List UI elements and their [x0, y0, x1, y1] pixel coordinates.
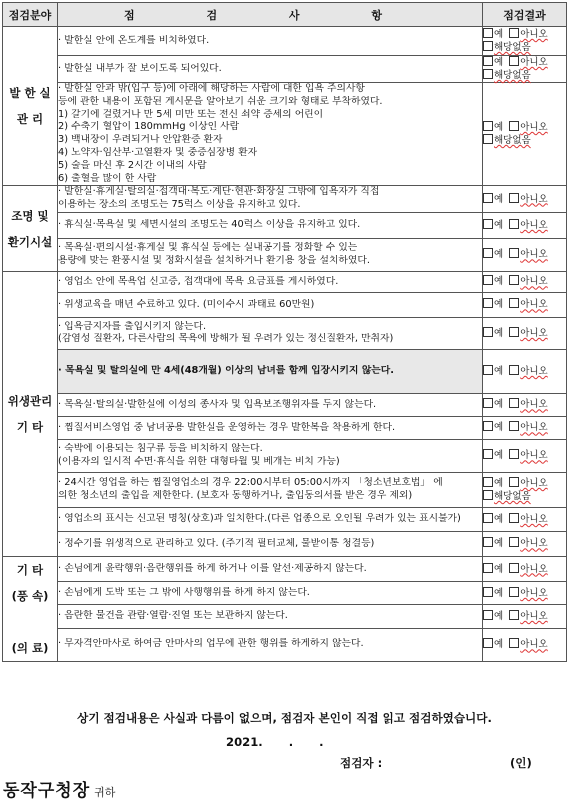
table-row — [3, 212, 567, 238]
result-option-no[interactable] — [509, 327, 548, 340]
table-row — [3, 83, 567, 186]
result-option-label: 아니오 — [520, 276, 548, 288]
result-option-label: 예 — [494, 365, 504, 377]
result-option-label: 아니오 — [520, 122, 548, 134]
result-option-yes[interactable] — [483, 28, 503, 41]
result-option-label: 예 — [494, 193, 504, 205]
item-cell — [58, 416, 483, 439]
table-row — [3, 472, 567, 507]
checkbox-icon[interactable] — [509, 28, 519, 38]
result-option-label: 아니오 — [520, 477, 548, 489]
item-text: · 손님에게 윤락행위·음란행위를 하게 하거나 이를 알선·제공하지 않는다. — [58, 562, 367, 574]
item-text: · 무자격안마사로 하여금 안마사의 업무에 관한 행위를 하게하지 않는다. — [58, 638, 364, 650]
result-option-label: 아니오 — [520, 219, 548, 231]
checkbox-icon[interactable] — [483, 219, 493, 229]
checkbox-icon[interactable] — [509, 638, 519, 648]
item-cell — [58, 605, 483, 628]
result-option-yes[interactable] — [483, 513, 503, 526]
result-option-no[interactable] — [509, 365, 548, 378]
item-cell — [58, 556, 483, 581]
item-text: 용량에 맞는 환풍시설 및 정화시설을 설치하거나 환기용 창을 설치하였다. — [58, 254, 370, 266]
result-option-yes[interactable] — [483, 563, 503, 576]
result-option-label: 예 — [494, 587, 504, 599]
result-option-yes[interactable] — [483, 327, 503, 340]
item-cell — [58, 27, 483, 56]
checkbox-icon[interactable] — [483, 398, 493, 408]
result-option-label: 예 — [494, 450, 504, 462]
category-cell: 발 한 실 관 리 — [3, 27, 58, 186]
result-cell — [483, 292, 567, 317]
result-option-label: 예 — [494, 122, 504, 134]
result-option-no[interactable] — [509, 121, 548, 134]
result-option-yes[interactable] — [483, 449, 503, 462]
result-option-label: 예 — [494, 513, 504, 525]
seal-mark: (인) — [510, 756, 532, 770]
result-cell — [483, 472, 567, 507]
table-row — [3, 628, 567, 661]
item-text: 4) 노약자·임산부·고열환자 및 중증심장병 환자 — [58, 146, 258, 158]
result-cell — [483, 56, 567, 83]
checkbox-icon[interactable] — [509, 610, 519, 620]
item-text: 이용하는 장소의 조명도는 75럭스 이상을 유지하고 있다. — [58, 199, 301, 211]
item-text: · 음란한 물건을 관람·열람·진열 또는 보관하지 않는다. — [58, 610, 288, 622]
result-option-yes[interactable] — [483, 477, 503, 490]
item-cell — [58, 393, 483, 416]
result-cell — [483, 317, 567, 349]
table-row — [3, 292, 567, 317]
result-option-label: 예 — [494, 611, 504, 623]
result-option-label: 해당없음 — [494, 42, 531, 53]
result-option-label: 해당없음 — [494, 490, 531, 502]
checkbox-icon[interactable] — [509, 248, 519, 258]
item-text: · 영업소 안에 목욕업 신고증, 접객대에 목욕 요금표를 게시하였다. — [58, 275, 339, 287]
item-text: (감염성 질환자, 다른사람의 목욕에 방해가 될 우려가 있는 정신질환자, 만취자) — [58, 333, 394, 345]
result-option-no[interactable] — [509, 219, 548, 232]
item-text: 3) 백내장이 우려되거나 안압환증 환자 — [58, 134, 223, 146]
checkbox-icon[interactable] — [483, 587, 493, 597]
result-cell — [483, 507, 567, 531]
checkbox-icon[interactable] — [509, 56, 519, 66]
checkbox-icon[interactable] — [509, 327, 519, 337]
checkbox-icon[interactable] — [483, 563, 493, 573]
checkbox-icon[interactable] — [483, 513, 493, 523]
checkbox-icon[interactable] — [483, 134, 493, 144]
result-cell — [483, 349, 567, 393]
result-option-label: 예 — [494, 399, 504, 411]
item-text: · 목욕실 및 탈의실에 만 4세(48개월) 이상의 남녀를 함께 입장시키지 않는다. — [58, 365, 394, 377]
checkbox-icon[interactable] — [483, 193, 493, 203]
item-cell — [58, 271, 483, 292]
result-option-label: 아니오 — [520, 327, 548, 339]
result-cell — [483, 582, 567, 605]
item-text: · 입욕금지자를 출입시키지 않는다. — [58, 320, 207, 332]
checkbox-icon[interactable] — [509, 398, 519, 408]
table-row — [3, 556, 567, 581]
item-cell — [58, 531, 483, 556]
result-cell — [483, 393, 567, 416]
inspection-table — [2, 2, 567, 662]
result-option-no[interactable] — [509, 398, 548, 411]
table-row — [3, 416, 567, 439]
item-cell — [58, 83, 483, 186]
result-cell — [483, 605, 567, 628]
checkbox-icon[interactable] — [483, 490, 493, 500]
result-option-no[interactable] — [509, 275, 548, 288]
result-option-label: 예 — [494, 538, 504, 550]
result-option-yes[interactable] — [483, 610, 503, 623]
checkbox-icon[interactable] — [483, 365, 493, 375]
checkbox-icon[interactable] — [509, 275, 519, 285]
item-cell — [58, 56, 483, 83]
result-cell — [483, 186, 567, 213]
result-option-no[interactable] — [509, 298, 548, 311]
table-row — [3, 393, 567, 416]
checkbox-icon[interactable] — [509, 563, 519, 573]
recipient: 동작구청장 — [3, 781, 91, 801]
item-cell — [58, 507, 483, 531]
result-option-label: 아니오 — [520, 29, 548, 40]
checkbox-icon[interactable] — [509, 298, 519, 308]
item-cell — [58, 472, 483, 507]
item-text: 2) 수축기 혈압이 180mmHg 이상인 사람 — [58, 121, 240, 133]
result-option-label: 예 — [494, 219, 504, 231]
result-option-no[interactable] — [509, 610, 548, 623]
header-result: 점검결과 — [483, 3, 567, 27]
result-option-na[interactable] — [483, 69, 566, 82]
item-text: · 목욕실·탈의실·발한실에 이성의 종사자 및 입욕보조행위자를 두지 않는다. — [58, 398, 377, 410]
result-option-no[interactable] — [509, 477, 548, 490]
item-cell — [58, 628, 483, 661]
table-row — [3, 186, 567, 213]
result-option-label: 예 — [494, 639, 504, 651]
result-cell — [483, 238, 567, 271]
result-option-label: 예 — [494, 57, 504, 68]
table-body — [3, 27, 567, 662]
result-option-na[interactable] — [483, 41, 566, 54]
item-text: · 영업소의 표시는 신고된 명칭(상호)과 일치한다.(다른 업종으로 오인될 우려가 있는 표시불가) — [58, 513, 461, 525]
item-text: · 위생교육을 매년 수료하고 있다. (미이수시 과태료 60만원) — [58, 298, 315, 310]
checkbox-icon[interactable] — [483, 121, 493, 131]
result-option-label: 아니오 — [520, 538, 548, 550]
checkbox-icon[interactable] — [509, 121, 519, 131]
result-option-yes[interactable] — [483, 398, 503, 411]
table-row — [3, 605, 567, 628]
checkbox-icon[interactable] — [483, 69, 493, 79]
result-option-yes[interactable] — [483, 56, 503, 69]
result-option-label: 예 — [494, 477, 504, 489]
table-row — [3, 507, 567, 531]
result-cell — [483, 212, 567, 238]
inspector-label: 점검자 : — [340, 756, 383, 770]
result-option-yes[interactable] — [483, 421, 503, 434]
result-cell — [483, 531, 567, 556]
table-header-row — [3, 3, 567, 27]
table-row — [3, 56, 567, 83]
result-option-label: 예 — [494, 29, 504, 40]
result-option-no[interactable] — [509, 28, 548, 41]
header-item: 점 검 사 항 — [58, 3, 483, 27]
category-cell: 조명 및 환기시설 — [3, 186, 58, 272]
checkbox-icon[interactable] — [509, 421, 519, 431]
checkbox-icon[interactable] — [483, 41, 493, 51]
item-text: 6) 출혈을 많이 한 사람 — [58, 172, 157, 184]
checkbox-icon[interactable] — [509, 513, 519, 523]
checkbox-icon[interactable] — [509, 477, 519, 487]
result-option-no[interactable] — [509, 193, 548, 206]
result-option-no[interactable] — [509, 563, 548, 576]
result-option-na[interactable] — [483, 134, 566, 147]
checkbox-icon[interactable] — [509, 587, 519, 597]
table-row — [3, 27, 567, 56]
checkbox-icon[interactable] — [483, 28, 493, 38]
item-text: · 숙박에 이용되는 침구류 등을 비치하지 않는다. — [58, 443, 263, 455]
result-option-no[interactable] — [509, 248, 548, 261]
result-option-no[interactable] — [509, 587, 548, 600]
result-cell — [483, 416, 567, 439]
checkbox-icon[interactable] — [483, 449, 493, 459]
item-text: · 발한실 안과 밖(입구 등)에 아래에 해당하는 사람에 대한 입욕 주의사항 — [58, 83, 365, 94]
table-row — [3, 238, 567, 271]
item-cell — [58, 439, 483, 472]
item-text: · 찜질서비스영업 중 남녀공용 발한실을 운영하는 경우 발한복을 착용하게 한다. — [58, 421, 396, 433]
result-option-yes[interactable] — [483, 219, 503, 232]
item-text: (이용자의 일시적 수면·휴식을 위한 대형타월 및 베개는 비치 가능) — [58, 455, 340, 467]
item-cell — [58, 292, 483, 317]
item-text: · 발한실·휴게실·탈의실·접객대·복도·계단·현관·화장실 그밖에 입욕자가 직접 — [58, 186, 380, 198]
result-option-label: 예 — [494, 422, 504, 434]
checkbox-icon[interactable] — [483, 477, 493, 487]
item-text: · 발한실 안에 온도계를 비치하였다. — [58, 34, 210, 46]
date-year: 2021. — [226, 735, 263, 749]
table-row — [3, 531, 567, 556]
checkbox-icon[interactable] — [483, 610, 493, 620]
item-cell — [58, 238, 483, 271]
result-option-label: 아니오 — [520, 639, 548, 651]
result-option-label: 아니오 — [520, 299, 548, 311]
item-cell — [58, 582, 483, 605]
item-cell — [58, 317, 483, 349]
result-option-label: 예 — [494, 276, 504, 288]
result-cell — [483, 439, 567, 472]
result-option-label: 예 — [494, 563, 504, 575]
item-cell — [58, 212, 483, 238]
table-row — [3, 271, 567, 292]
date-month-sep: . — [288, 735, 294, 749]
checkbox-icon[interactable] — [509, 193, 519, 203]
result-option-label: 아니오 — [520, 422, 548, 434]
result-option-no[interactable] — [509, 449, 548, 462]
honorific: 귀하 — [94, 786, 116, 799]
date-line — [226, 735, 350, 749]
checkbox-icon[interactable] — [509, 365, 519, 375]
checkbox-icon[interactable] — [483, 537, 493, 547]
result-option-yes[interactable] — [483, 587, 503, 600]
table-row — [3, 582, 567, 605]
item-text: · 24시간 영업을 하는 찜질영업소의 경우 22:00시부터 05:00시까지 「청소년보호법」 에 — [58, 477, 443, 489]
result-option-yes[interactable] — [483, 365, 503, 378]
result-cell — [483, 27, 567, 56]
table-row — [3, 439, 567, 472]
result-option-label: 아니오 — [520, 249, 548, 261]
result-option-yes[interactable] — [483, 275, 503, 288]
checkbox-icon[interactable] — [483, 638, 493, 648]
result-option-label: 아니오 — [520, 399, 548, 411]
checkbox-icon[interactable] — [483, 56, 493, 66]
result-option-no[interactable] — [509, 638, 548, 651]
checkbox-icon[interactable] — [509, 219, 519, 229]
table-row — [3, 317, 567, 349]
result-option-label: 아니오 — [520, 563, 548, 575]
item-text: 5) 술을 마신 후 2시간 이내의 사람 — [58, 159, 207, 171]
result-option-label: 해당없음 — [494, 70, 531, 81]
result-option-no[interactable] — [509, 513, 548, 526]
item-text: · 발한실 내부가 잘 보이도록 되어있다. — [58, 62, 222, 74]
checkbox-icon[interactable] — [509, 537, 519, 547]
result-option-label: 예 — [494, 249, 504, 261]
result-cell — [483, 628, 567, 661]
category-cell: 위생관리 기 타 — [3, 271, 58, 556]
result-option-yes[interactable] — [483, 121, 503, 134]
result-option-yes[interactable] — [483, 248, 503, 261]
result-option-label: 아니오 — [520, 450, 548, 462]
pledge-statement: 상기 점검내용은 사실과 다름이 없으며, 점검자 본인이 직접 읽고 점검하였습니다. — [77, 711, 492, 725]
result-option-no[interactable] — [509, 56, 548, 69]
checkbox-icon[interactable] — [483, 327, 493, 337]
item-cell — [58, 186, 483, 213]
category-cell: 기 타 (풍 속) (의 료) — [3, 556, 58, 661]
result-option-yes[interactable] — [483, 537, 503, 550]
date-day-sep: . — [319, 735, 324, 749]
checkbox-icon[interactable] — [483, 275, 493, 285]
checkbox-icon[interactable] — [483, 421, 493, 431]
item-text: 1) 갈기에 걸렸거나 만 5세 미만 또는 전신 쇠약 증세의 어린이 — [58, 108, 324, 120]
result-option-label: 아니오 — [520, 365, 548, 377]
recipient-line — [3, 776, 115, 801]
item-text: · 휴식실·목욕실 및 세면시설의 조명도는 40럭스 이상을 유지하고 있다. — [58, 219, 361, 231]
result-option-label: 아니오 — [520, 587, 548, 599]
result-option-label: 아니오 — [520, 193, 548, 205]
checkbox-icon[interactable] — [483, 298, 493, 308]
result-cell — [483, 271, 567, 292]
result-option-yes[interactable] — [483, 193, 503, 206]
result-option-label: 예 — [494, 299, 504, 311]
result-option-no[interactable] — [509, 537, 548, 550]
item-cell — [58, 349, 483, 393]
checkbox-icon[interactable] — [509, 449, 519, 459]
result-option-label: 아니오 — [520, 57, 548, 68]
item-text: · 손님에게 도박 또는 그 밖에 사행행위를 하게 하지 않는다. — [58, 586, 310, 598]
header-category: 점검분야 — [3, 3, 58, 27]
item-text: · 정수기를 위생적으로 관리하고 있다. (주기적 필터교체, 물받이통 청결등) — [58, 537, 375, 549]
table-row — [3, 349, 567, 393]
item-text: 등에 관한 내용이 포함된 게시문을 알아보기 쉬운 크기와 형태로 부착하였다. — [58, 95, 383, 107]
result-option-label: 해당없음 — [494, 135, 531, 147]
result-option-label: 아니오 — [520, 513, 548, 525]
result-option-label: 아니오 — [520, 611, 548, 623]
result-option-no[interactable] — [509, 421, 548, 434]
item-text: · 목욕실·편의시설·휴게실 및 휴식실 등에는 실내공기를 정화할 수 있는 — [58, 242, 358, 254]
result-cell — [483, 83, 567, 186]
result-option-na[interactable] — [483, 490, 566, 503]
result-cell — [483, 556, 567, 581]
result-option-yes[interactable] — [483, 638, 503, 651]
result-option-yes[interactable] — [483, 298, 503, 311]
result-option-label: 예 — [494, 327, 504, 339]
checkbox-icon[interactable] — [483, 248, 493, 258]
item-text: 의한 청소년의 출입을 제한한다. (보호자 동행하거나, 출입동의서를 받은 경우 제외) — [58, 489, 413, 501]
